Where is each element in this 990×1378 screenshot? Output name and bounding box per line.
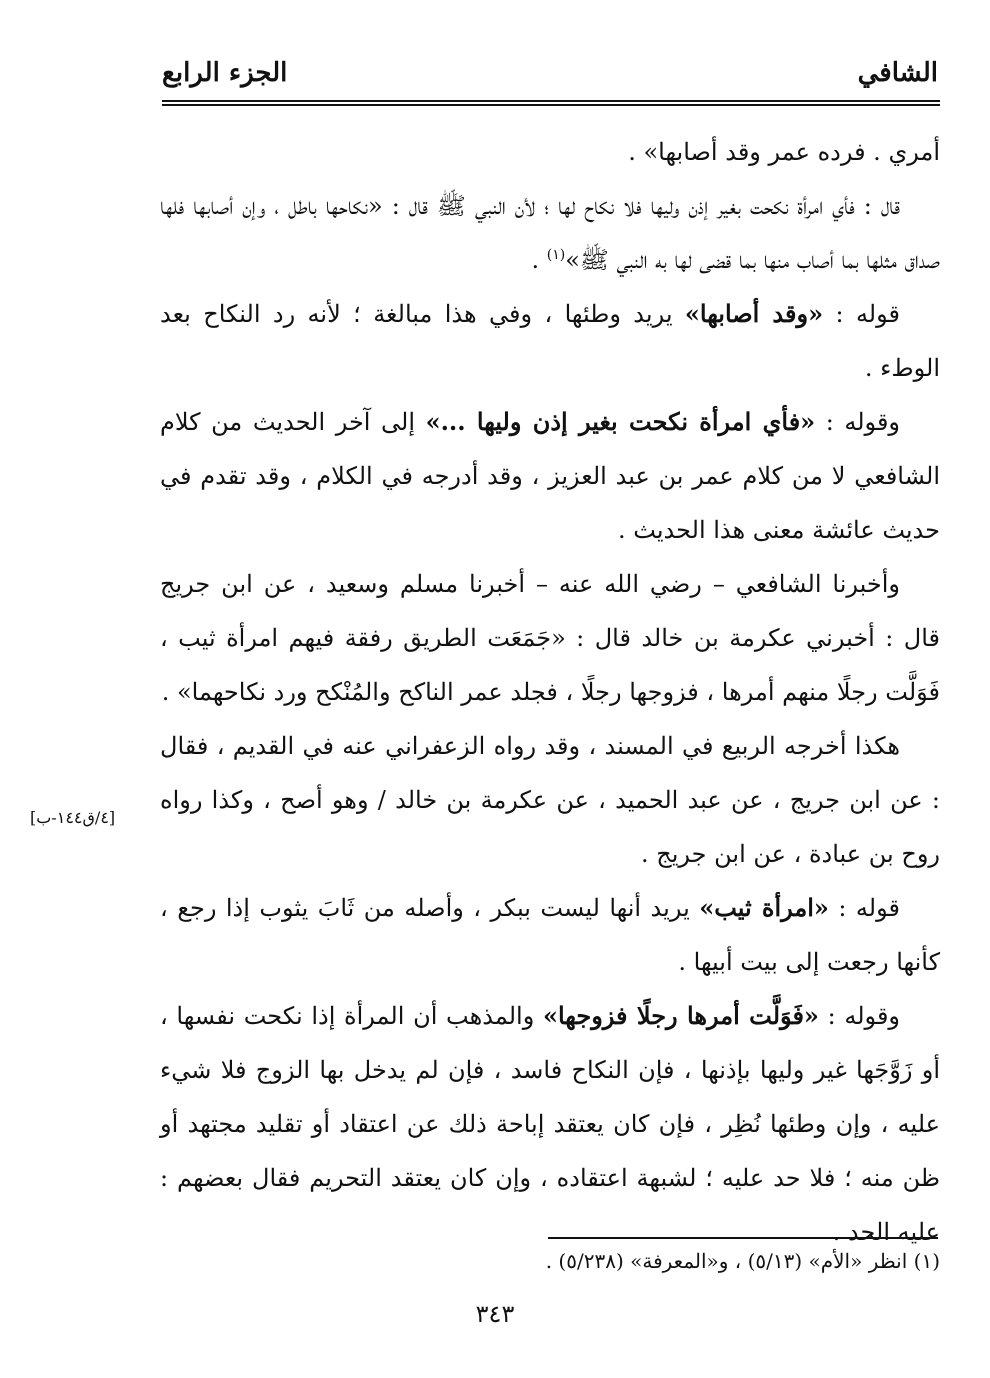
paragraph [160,881,940,989]
text-run: يريد وطئها ، وفي هذا مبالغة ؛ لأنه رد النكاح بعد الوطء . [160,300,940,382]
paragraph [160,557,940,719]
text-run: وقوله : [815,408,901,436]
manuscript-folio-reference: [٤/ق١٤٤-ب] [30,808,116,827]
text-run: إلى آخر الحديث من كلام الشافعي لا من كلام عمر بن عبد العزيز ، وقد أدرجه في الكلام ، وقد تقدم في حديث عائشة معنى هذا الحديث . [160,408,940,544]
text-run: قوله : [828,894,900,922]
text-run: هكذا أخرجه الربيع في المسند ، وقد رواه الزعفراني عنه في القديم ، فقال : عن ابن جريج ، عن عبد الحميد ، عن عكرمة بن خالد / وهو أصح ، وكذا رواه روح بن عبادة ، عن ابن جريج . [160,732,940,868]
quoted-phrase: «فأي امرأة نكحت بغير إذن وليها ...» [425,407,816,436]
text-run: يريد أنها ليست ببكر ، وأصله من ثَابَ يثوب إذا رجع ، كأنها رجعت إلى بيت أبيها . [160,894,940,976]
paragraph [160,989,940,1259]
quoted-phrase: «فَوَلَّت أمرها رجلًا فزوجها» [542,1001,819,1030]
footnote-marker: (١) [546,247,566,263]
text-run: وقوله : [818,1002,901,1030]
footnote: (١) انظر «الأم» (٥/١٣) ، و«المعرفة» (٥/٢٣٨) . [545,1249,940,1273]
paragraph [160,125,940,179]
paragraph [160,287,940,395]
paragraph [160,719,940,881]
page-number: ٣٤٣ [475,1300,515,1328]
quoted-phrase: «امرأة ثيب» [699,893,829,922]
footnote-separator [548,1237,938,1239]
header-rule [162,100,940,106]
text-run: قال : فأي امرأة نكحت بغير إذن وليها فلا نكاح لها ؛ لأن النبي ﷺ قال : «نكاحها باطل ، وإن أصابها فلها صداق مثلها بما أصاب منها بما قضى لها به النبي ﷺ» [160,192,940,274]
running-header [162,48,938,98]
paragraph [160,179,940,287]
text-run: أمري . فرده عمر وقد أصابها» . [628,138,940,166]
volume-label: الجزء الرابع [162,58,288,88]
text-run: . [531,246,547,274]
text-run: قوله : [823,300,900,328]
paragraph [160,395,940,557]
book-title: الشافي [857,58,938,88]
text-run: والمذهب أن المرأة إذا نكحت نفسها ، أو زَوَّجَها غير وليها بإذنها ، فإن النكاح فاسد ، فإن لم يدخل بها الزوج فلا شيء عليه ، وإن وطئها نُظِر ، فإن كان يعتقد إباحة ذلك عن اعتقاد أو تقليد مجتهد أو ظن منه ؛ فلا حد عليه ؛ لشبهة اعتقاده ، وإن كان يعتقد التحريم فقال بعضهم : عليه الحد . [160,1002,940,1246]
quoted-phrase: «وقد أصابها» [684,299,824,328]
main-text [160,125,940,1259]
text-run: وأخبرنا الشافعي – رضي الله عنه – أخبرنا مسلم وسعيد ، عن ابن جريج قال : أخبرني عكرمة بن خالد قال : «جَمَعَت الطريق رفقة فيهم امرأة ثيب ، فَوَلَّت رجلًا منهم أمرها ، فزوجها رجلًا ، فجلد عمر الناكح والمُنْكح ورد نكاحهما» . [160,570,940,706]
